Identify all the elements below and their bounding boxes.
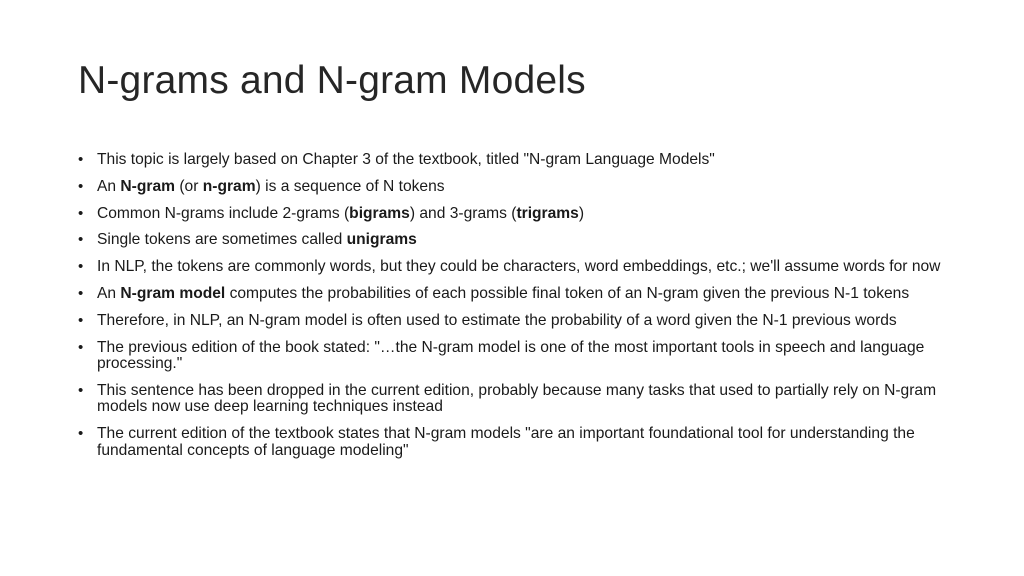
bullet-item (78, 340, 953, 373)
bullet-marker: • (78, 204, 84, 222)
bullet-text: This topic is largely based on Chapter 3 of the textbook, titled "N-gram Language Models" (97, 151, 715, 168)
bullet-bold-term: N-gram (120, 177, 175, 195)
bullet-marker: • (78, 258, 84, 276)
bullet-text: The previous edition of the book stated: "…the N-gram model is one of the most important tools in speech and language processing." (97, 338, 925, 373)
bullet-bold-term: trigrams (516, 204, 579, 222)
bullet-item (78, 179, 953, 196)
bullet-text: computes the probabilities of each possible final token of an N-gram given the previous N-1 tokens (225, 284, 910, 302)
bullet-bold-term: bigrams (349, 204, 410, 222)
bullet-text: An (97, 177, 121, 195)
bullet-marker: • (78, 425, 84, 443)
bullet-text: In NLP, the tokens are commonly words, but they could be characters, word embeddings, etc.; we'll assume words for now (97, 258, 941, 276)
bullet-item (78, 152, 953, 169)
bullet-text: ) (578, 204, 585, 222)
bullet-text: An (97, 284, 121, 302)
bullet-item (78, 426, 953, 459)
bullet-marker: • (78, 338, 84, 356)
bullet-marker: • (78, 284, 84, 302)
slide-title: N-grams and N-gram Models (78, 59, 586, 102)
bullet-text: This sentence has been dropped in the current edition, probably because many tasks that used to partially rely on N-gram models now use deep learning techniques instead (97, 381, 937, 416)
bullet-text: ) and 3-grams ( (409, 204, 517, 222)
bullet-list (78, 152, 953, 469)
bullet-item (78, 259, 953, 276)
bullet-text: Therefore, in NLP, an N-gram model is often used to estimate the probability of a word given the N-1 previous words (97, 311, 897, 329)
bullet-marker: • (78, 381, 84, 399)
bullet-text: The current edition of the textbook states that N-gram models "are an important foundational tool for understanding the fundamental concepts of language modeling" (97, 425, 915, 459)
bullet-bold-term: N-gram model (120, 284, 226, 302)
bullet-marker: • (78, 231, 84, 249)
bullet-marker: • (78, 311, 84, 329)
bullet-text: ) is a sequence of N tokens (255, 177, 445, 195)
bullet-bold-term: n-gram (202, 177, 256, 195)
bullet-text: (or (175, 177, 203, 195)
bullet-item (78, 383, 953, 416)
bullet-text: Single tokens are sometimes called (97, 231, 347, 249)
bullet-item (78, 313, 953, 330)
bullet-item (78, 232, 953, 249)
bullet-item (78, 286, 953, 303)
bullet-text: Common N-grams include 2-grams ( (97, 204, 350, 222)
bullet-marker: • (78, 177, 84, 195)
bullet-marker: • (78, 151, 84, 168)
bullet-bold-term: unigrams (346, 231, 417, 249)
bullet-item (78, 206, 953, 223)
